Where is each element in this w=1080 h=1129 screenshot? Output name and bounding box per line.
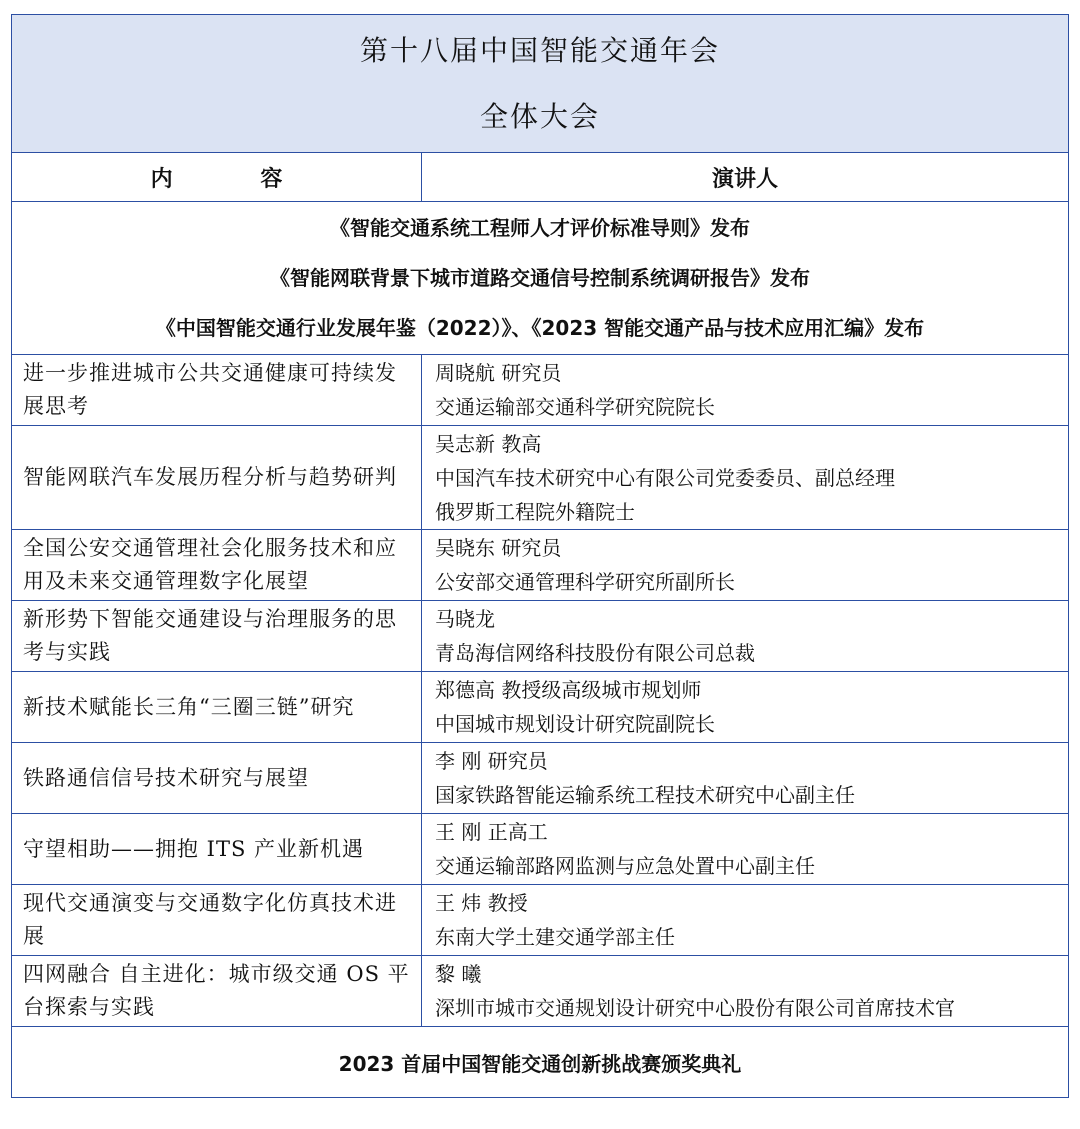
announcements-row — [12, 202, 1069, 355]
speaker-affiliation: 俄罗斯工程院外籍院士 — [435, 499, 635, 524]
speaker-name: 吴晓东 研究员 — [435, 536, 562, 560]
agenda-row — [12, 426, 1069, 530]
closing-row — [12, 1027, 1069, 1098]
speaker-affiliation: 青岛海信网络科技股份有限公司总裁 — [435, 641, 755, 665]
agenda-row — [12, 743, 1069, 814]
header-cell — [12, 15, 1069, 153]
talk-topic: 全国公安交通管理社会化服务技术和应用及未来交通管理数字化展望 — [12, 530, 422, 601]
speaker-cell — [422, 426, 1069, 530]
speaker-name: 黎 曦 — [435, 962, 482, 986]
speaker-affiliation: 国家铁路智能运输系统工程技术研究中心副主任 — [435, 783, 855, 807]
talk-topic: 新技术赋能长三角“三圈三链”研究 — [12, 672, 422, 743]
speaker-name: 周晓航 研究员 — [435, 361, 562, 385]
talk-topic: 现代交通演变与交通数字化仿真技术进展 — [12, 885, 422, 956]
column-header-speaker: 演讲人 — [422, 153, 1069, 202]
talk-topic: 新形势下智能交通建设与治理服务的思考与实践 — [12, 601, 422, 672]
talk-topic: 铁路通信信号技术研究与展望 — [12, 743, 422, 814]
announcement: 《中国智能交通行业发展年鉴（2022）》、《2023 智能交通产品与技术应用汇编》发布 — [155, 316, 925, 340]
conference-title: 第十八届中国智能交通年会 — [359, 33, 720, 67]
announcement: 《智能交通系统工程师人才评价标准导则》发布 — [330, 216, 750, 240]
speaker-cell — [422, 672, 1069, 743]
header-row — [12, 15, 1069, 153]
agenda-row — [12, 355, 1069, 426]
speaker-name: 王 刚 正高工 — [435, 820, 548, 844]
session-title: 全体大会 — [479, 99, 600, 133]
column-header-content: 内 容 — [12, 153, 422, 202]
speaker-cell — [422, 814, 1069, 885]
talk-topic: 守望相助——拥抱 ITS 产业新机遇 — [12, 814, 422, 885]
speaker-affiliation: 交通运输部交通科学研究院院长 — [435, 395, 715, 419]
talk-topic: 智能网联汽车发展历程分析与趋势研判 — [12, 426, 422, 530]
column-header-row — [12, 153, 1069, 202]
talk-topic: 进一步推进城市公共交通健康可持续发展思考 — [12, 355, 422, 426]
speaker-cell — [422, 956, 1069, 1027]
speaker-cell — [422, 885, 1069, 956]
speaker-name: 王 炜 教授 — [435, 891, 528, 915]
agenda-row — [12, 885, 1069, 956]
speaker-cell — [422, 530, 1069, 601]
announcements-cell — [12, 202, 1069, 355]
speaker-affiliation: 公安部交通管理科学研究所副所长 — [435, 570, 735, 594]
speaker-cell — [422, 743, 1069, 814]
speaker-name: 马晓龙 — [435, 607, 495, 631]
speaker-name: 郑德高 教授级高级城市规划师 — [435, 678, 702, 702]
agenda-row — [12, 601, 1069, 672]
agenda-row — [12, 814, 1069, 885]
agenda-row — [12, 672, 1069, 743]
speaker-affiliation: 中国汽车技术研究中心有限公司党委委员、副总经理 — [435, 465, 895, 490]
speaker-cell — [422, 355, 1069, 426]
speaker-affiliation: 东南大学土建交通学部主任 — [435, 925, 675, 949]
announcement: 《智能网联背景下城市道路交通信号控制系统调研报告》发布 — [270, 266, 810, 290]
speaker-cell — [422, 601, 1069, 672]
speaker-affiliation: 深圳市城市交通规划设计研究中心股份有限公司首席技术官 — [435, 996, 955, 1020]
speaker-affiliation: 中国城市规划设计研究院副院长 — [435, 712, 715, 736]
agenda-table — [11, 14, 1069, 1098]
speaker-name: 李 刚 研究员 — [435, 749, 548, 773]
talk-topic: 四网融合 自主进化：城市级交通 OS 平台探索与实践 — [12, 956, 422, 1027]
agenda-row — [12, 530, 1069, 601]
speaker-name: 吴志新 教高 — [435, 431, 542, 456]
agenda-row — [12, 956, 1069, 1027]
speaker-affiliation: 交通运输部路网监测与应急处置中心副主任 — [435, 854, 815, 878]
closing-ceremony: 2023 首届中国智能交通创新挑战赛颁奖典礼 — [12, 1027, 1069, 1098]
